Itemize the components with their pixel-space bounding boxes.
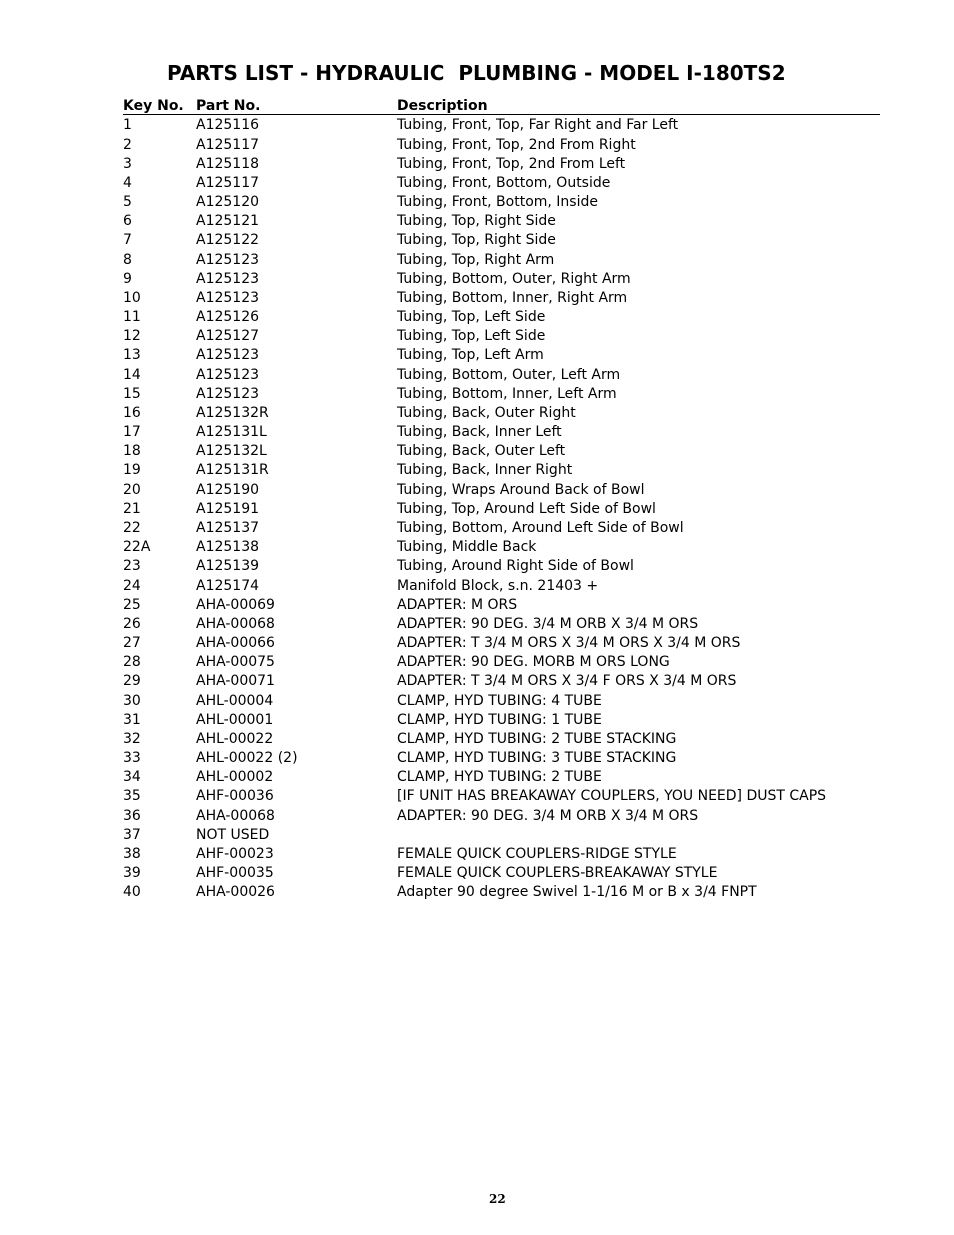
description: Tubing, Front, Bottom, Outside — [397, 174, 611, 191]
description: Tubing, Back, Outer Left — [397, 443, 566, 460]
description: Manifold Block, s.n. 21403 + — [397, 577, 599, 594]
description: Tubing, Front, Top, 2nd From Right — [397, 136, 636, 153]
part-no: A125131L — [196, 424, 267, 441]
key-no: 22A — [123, 539, 151, 556]
header-key-no: Key No. — [123, 98, 184, 114]
table-row — [123, 634, 880, 653]
part-no: A125127 — [196, 328, 260, 345]
key-no: 25 — [123, 596, 141, 613]
page-number: 22 — [489, 1192, 506, 1206]
key-no: 24 — [123, 577, 141, 594]
key-no: 19 — [123, 462, 141, 479]
key-no: 23 — [123, 558, 141, 575]
description: Tubing, Top, Right Side — [397, 232, 556, 249]
table-row — [123, 577, 880, 596]
table-row — [123, 327, 880, 346]
table-row — [123, 404, 880, 423]
part-no: A125132R — [196, 404, 269, 421]
key-no: 21 — [123, 500, 141, 517]
header-description: Description — [397, 98, 488, 114]
table-row — [123, 212, 880, 231]
table-row — [123, 174, 880, 193]
table-row — [123, 270, 880, 289]
table-row — [123, 289, 880, 308]
table-header — [123, 99, 880, 115]
key-no: 3 — [123, 155, 132, 172]
description: Tubing, Top, Left Side — [397, 328, 546, 345]
description: Tubing, Bottom, Inner, Left Arm — [397, 385, 617, 402]
description: Tubing, Front, Top, 2nd From Left — [397, 155, 626, 172]
table-row — [123, 231, 880, 250]
table-row — [123, 155, 880, 174]
table-row — [123, 519, 880, 538]
key-no: 33 — [123, 750, 141, 767]
table-row — [123, 807, 880, 826]
description: Tubing, Back, Outer Right — [397, 404, 576, 421]
key-no: 7 — [123, 232, 132, 249]
part-no: A125122 — [196, 232, 260, 249]
description: Tubing, Top, Right Arm — [397, 251, 555, 268]
table-row — [123, 481, 880, 500]
part-no: A125137 — [196, 520, 260, 536]
description: CLAMP, HYD TUBING: 3 TUBE STACKING — [397, 750, 677, 767]
part-no: A125123 — [196, 385, 260, 402]
key-no: 20 — [123, 481, 141, 498]
description: Adapter 90 degree Swivel 1-1/16 M or B x 3/4 FNPT — [397, 884, 757, 901]
description: CLAMP, HYD TUBING: 2 TUBE STACKING — [397, 730, 677, 747]
table-row — [123, 251, 880, 270]
page-title: PARTS LIST - HYDRAULIC PLUMBING - MODEL I-180TS2 — [167, 61, 786, 85]
key-no: 32 — [123, 730, 141, 747]
part-no: AHF-00035 — [196, 865, 274, 882]
table-row — [123, 653, 880, 672]
description: ADAPTER: T 3/4 M ORS X 3/4 M ORS X 3/4 M ORS — [397, 635, 741, 652]
key-no: 34 — [123, 769, 141, 786]
key-no: 2 — [123, 136, 132, 153]
part-no: A125123 — [196, 289, 260, 306]
table-row — [123, 461, 880, 480]
key-no: 18 — [123, 443, 141, 460]
description: CLAMP, HYD TUBING: 4 TUBE — [397, 692, 602, 709]
part-no: A125117 — [196, 136, 260, 153]
key-no: 15 — [123, 385, 141, 402]
key-no: 26 — [123, 615, 141, 632]
description: ADAPTER: 90 DEG. 3/4 M ORB X 3/4 M ORS — [397, 807, 699, 824]
key-no: 30 — [123, 692, 141, 709]
part-no: A125123 — [196, 251, 260, 268]
table-row — [123, 768, 880, 787]
part-no: A125131R — [196, 462, 269, 479]
part-no: A125116 — [196, 117, 260, 134]
part-no: AHA-00071 — [196, 673, 275, 690]
description: Tubing, Bottom, Outer, Right Arm — [397, 270, 631, 287]
description: Tubing, Top, Around Left Side of Bowl — [397, 500, 656, 517]
part-no: NOT USED — [196, 826, 270, 843]
part-no: AHL-00001 — [196, 711, 274, 728]
table-row — [123, 423, 880, 442]
description: [IF UNIT HAS BREAKAWAY COUPLERS, YOU NEED] DUST CAPS — [397, 788, 827, 805]
table-row — [123, 136, 880, 155]
key-no: 1 — [123, 117, 132, 134]
part-no: A125123 — [196, 270, 260, 287]
key-no: 38 — [123, 845, 141, 862]
key-no: 28 — [123, 654, 141, 671]
table-row — [123, 500, 880, 519]
key-no: 37 — [123, 826, 141, 843]
part-no: AHL-00002 — [196, 769, 274, 786]
header-part-no: Part No. — [196, 98, 261, 114]
part-no: A125118 — [196, 155, 260, 172]
key-no: 14 — [123, 366, 141, 383]
table-row — [123, 787, 880, 806]
part-no: A125139 — [196, 558, 260, 575]
table-row — [123, 538, 880, 557]
part-no: AHA-00075 — [196, 654, 275, 671]
description: ADAPTER: M ORS — [397, 596, 518, 613]
part-no: AHA-00066 — [196, 635, 275, 652]
key-no: 13 — [123, 347, 141, 364]
description: Tubing, Wraps Around Back of Bowl — [397, 481, 645, 498]
key-no: 4 — [123, 174, 132, 191]
part-no: A125191 — [196, 500, 260, 517]
table-row — [123, 346, 880, 365]
key-no: 6 — [123, 213, 132, 230]
description: Tubing, Top, Left Side — [397, 309, 546, 326]
key-no: 17 — [123, 424, 141, 441]
description: Tubing, Middle Back — [397, 539, 537, 556]
table-row — [123, 596, 880, 615]
key-no: 12 — [123, 328, 141, 345]
part-no: AHA-00068 — [196, 807, 275, 824]
description: Tubing, Top, Right Side — [397, 213, 556, 230]
table-row — [123, 845, 880, 864]
part-no: A125121 — [196, 213, 260, 230]
table-row — [123, 116, 880, 135]
table-row — [123, 692, 880, 711]
part-no: A125190 — [196, 481, 260, 498]
part-no: AHF-00036 — [196, 788, 274, 805]
description: CLAMP, HYD TUBING: 2 TUBE — [397, 769, 602, 786]
table-row — [123, 366, 880, 385]
description: Tubing, Back, Inner Right — [397, 462, 573, 479]
part-no: AHL-00022 — [196, 730, 274, 747]
key-no: 39 — [123, 865, 141, 882]
table-row — [123, 672, 880, 691]
part-no: AHA-00026 — [196, 884, 275, 901]
key-no: 27 — [123, 635, 141, 652]
part-no: A125174 — [196, 577, 260, 594]
description: Tubing, Around Right Side of Bowl — [397, 558, 634, 575]
table-row — [123, 308, 880, 327]
key-no: 9 — [123, 270, 132, 287]
part-no: A125126 — [196, 309, 260, 326]
table-row — [123, 864, 880, 883]
part-no: A125132L — [196, 443, 267, 460]
part-no: A125123 — [196, 347, 260, 364]
table-row — [123, 193, 880, 212]
part-no: AHA-00068 — [196, 615, 275, 632]
description: CLAMP, HYD TUBING: 1 TUBE — [397, 711, 602, 728]
part-no: A125120 — [196, 194, 260, 211]
key-no: 5 — [123, 194, 132, 211]
part-no: AHA-00069 — [196, 596, 275, 613]
description: ADAPTER: T 3/4 M ORS X 3/4 F ORS X 3/4 M ORS — [397, 673, 737, 690]
description: ADAPTER: 90 DEG. MORB M ORS LONG — [397, 654, 670, 671]
description: FEMALE QUICK COUPLERS-RIDGE STYLE — [397, 845, 677, 862]
description: ADAPTER: 90 DEG. 3/4 M ORB X 3/4 M ORS — [397, 615, 699, 632]
description: Tubing, Bottom, Around Left Side of Bowl — [397, 520, 684, 536]
key-no: 10 — [123, 289, 141, 306]
part-no: AHL-00004 — [196, 692, 274, 709]
key-no: 35 — [123, 788, 141, 805]
table-row — [123, 615, 880, 634]
table-row — [123, 749, 880, 768]
description: Tubing, Front, Bottom, Inside — [397, 194, 598, 211]
parts-table — [123, 116, 880, 902]
table-row — [123, 730, 880, 749]
part-no: A125123 — [196, 366, 260, 383]
key-no: 31 — [123, 711, 141, 728]
description: Tubing, Back, Inner Left — [397, 424, 562, 441]
table-row — [123, 442, 880, 461]
part-no: AHL-00022 (2) — [196, 750, 298, 767]
table-row — [123, 826, 880, 845]
key-no: 16 — [123, 404, 141, 421]
table-row — [123, 385, 880, 404]
description: Tubing, Bottom, Outer, Left Arm — [397, 366, 621, 383]
description: Tubing, Bottom, Inner, Right Arm — [397, 289, 628, 306]
part-no: A125117 — [196, 174, 260, 191]
key-no: 8 — [123, 251, 132, 268]
part-no: AHF-00023 — [196, 845, 274, 862]
table-row — [123, 711, 880, 730]
key-no: 36 — [123, 807, 141, 824]
key-no: 40 — [123, 884, 141, 901]
key-no: 11 — [123, 309, 141, 326]
part-no: A125138 — [196, 539, 260, 556]
table-row — [123, 557, 880, 576]
description: FEMALE QUICK COUPLERS-BREAKAWAY STYLE — [397, 865, 718, 882]
description: Tubing, Top, Left Arm — [397, 347, 544, 364]
description: Tubing, Front, Top, Far Right and Far Left — [397, 117, 679, 134]
table-row — [123, 883, 880, 902]
key-no: 22 — [123, 520, 141, 536]
key-no: 29 — [123, 673, 141, 690]
